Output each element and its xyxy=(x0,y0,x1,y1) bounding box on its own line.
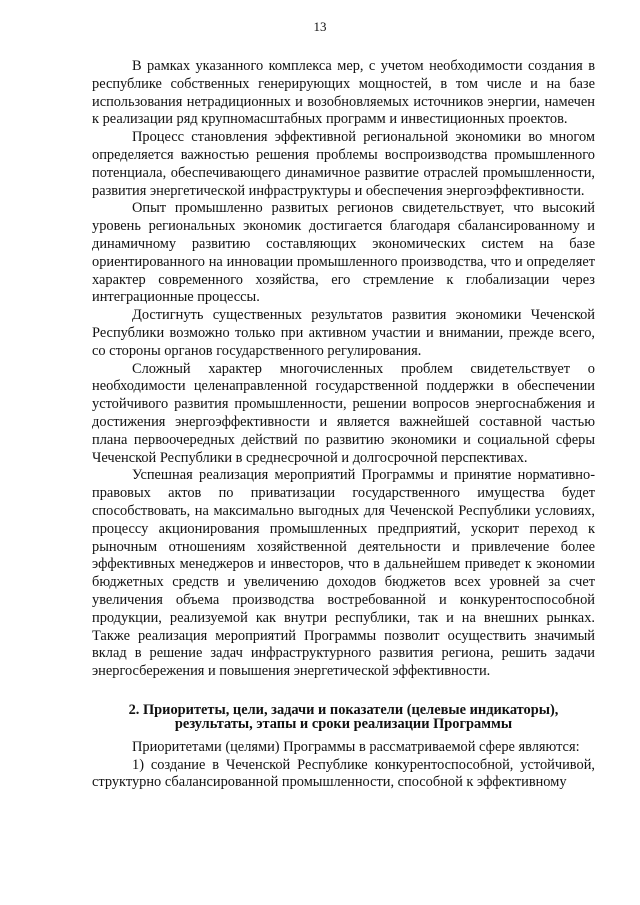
paragraph-complex-problems: Сложный характер многочисленных проблем свидетельствует о необходимости целенаправленной государственной поддержки в обеспечении устойчивого развития промышленности, решении вопросов энергоснабжения и достижения энергоэффективности и является важнейшей составной частью плана первоочередных действий по развитию экономики и социальной сферы Чеченской Республики в среднесрочной и долгосрочной перспективах. xyxy=(92,360,595,466)
paragraph-developed-regions: Опыт промышленно развитых регионов свидетельствует, что высокий уровень региональных экономик достигается благодаря сбалансированному и динамичному развитию составляющих экономических систем на базе ориентированного на инновации промышленного производства, что и определяет характер современного хозяйства, его стремление к глобализации через интеграционные процессы. xyxy=(92,200,595,306)
paragraph-program-implementation: Успешная реализация мероприятий Программы и принятие нормативно-правовых актов по приватизации государственного имущества будет способствовать, на максимально выгодных для Чеченской Республики условиях, процессу акционирования промышленных предприятий, ускорит переход к рыночным отношениям хозяйственной деятельности и привлечение более эффективных менеджеров и инвесторов, что в дальнейшем приведет к экономии бюджетных средств и увеличению доходов бюджетов всех уровней за счет увеличения объема производства востребованной и конкурентоспособной продукции, реализуемой как внутри республики, так и на внешних рынках. Также реализация мероприятий Программы позволит осуществить значимый вклад в решение задач инфраструктурного развития региона, решить задачи энергосбережения и повышения энергетической эффективности. xyxy=(92,467,595,680)
paragraph-significant-results: Достигнуть существенных результатов развития экономики Чеченской Республики возможно только при активном участии и внимании, прежде всего, со стороны органов государственного регулирования. xyxy=(92,307,595,359)
document-body xyxy=(92,58,595,792)
paragraph-generating-capacity: В рамках указанного комплекса мер, с учетом необходимости создания в республике собственных генерирующих мощностей, в том числе и на базе использования нетрадиционных и возобновляемых источников энергии, намечен к реализации ряд крупномасштабных программ и инвестиционных проектов. xyxy=(92,58,595,128)
page-number: 13 xyxy=(313,19,327,34)
section-heading-line-1: 2. Приоритеты, цели, задачи и показатели (целевые индикаторы), xyxy=(128,701,559,718)
paragraph-priority-1: 1) создание в Чеченской Республике конкурентоспособной, устойчивой, структурно сбалансированной промышленности, способной к эффективному xyxy=(92,756,595,791)
paragraph-priorities-intro: Приоритетами (целями) Программы в рассматриваемой сфере являются: xyxy=(132,738,580,755)
section-heading-line-2: результаты, этапы и сроки реализации Программы xyxy=(174,716,513,733)
paragraph-regional-economy: Процесс становления эффективной региональной экономики во многом определяется важностью решения проблемы воспроизводства промышленного потенциала, обеспечивающего динамичное развитие отраслей промышленности, развития энергетической инфраструктуры и обеспечения энергоэффективности. xyxy=(92,129,595,199)
section-heading xyxy=(92,703,595,732)
